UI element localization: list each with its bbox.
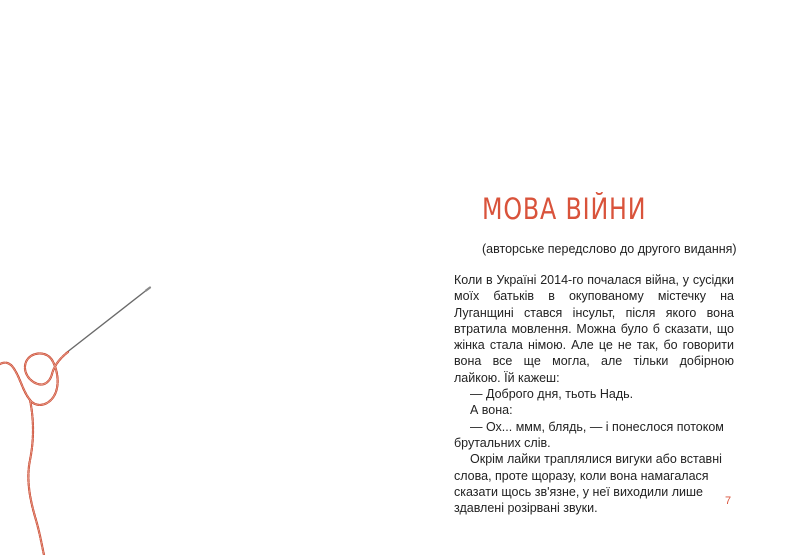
chapter-title: МОВА ВІЙНИ — [482, 192, 647, 226]
right-page — [400, 0, 800, 555]
body-text — [454, 272, 734, 516]
paragraph-5: Окрім лайки траплялися вигуки або вставні слова, проте щоразу, коли вона намагалася сказати щось зв'язне, у неї виходили лише здавлені розірвані звуки. — [454, 452, 722, 516]
paragraph-4: — Ох... ммм, блядь, — і понеслося потоком брутальних слів. — [454, 419, 724, 450]
page-number: 7 — [725, 495, 732, 507]
paragraph-3: А вона: — [470, 403, 513, 418]
paragraph-1: Коли в Україні 2014-го почалася війна, у сусідки моїх батьків в окупованому містечку на Луганщині стався інсульт, після якого вона втратила мовлення. Можна було б сказати, що жінка стала німою. Але це не так, бо говорити вона все ще могла, але тільки добірною лайкою. Їй кажеш: — [454, 273, 734, 385]
paragraph-2: — Доброго дня, тьоть Надь. — [470, 387, 634, 402]
chapter-subtitle: (авторське передслово до другого видання) — [482, 242, 737, 256]
